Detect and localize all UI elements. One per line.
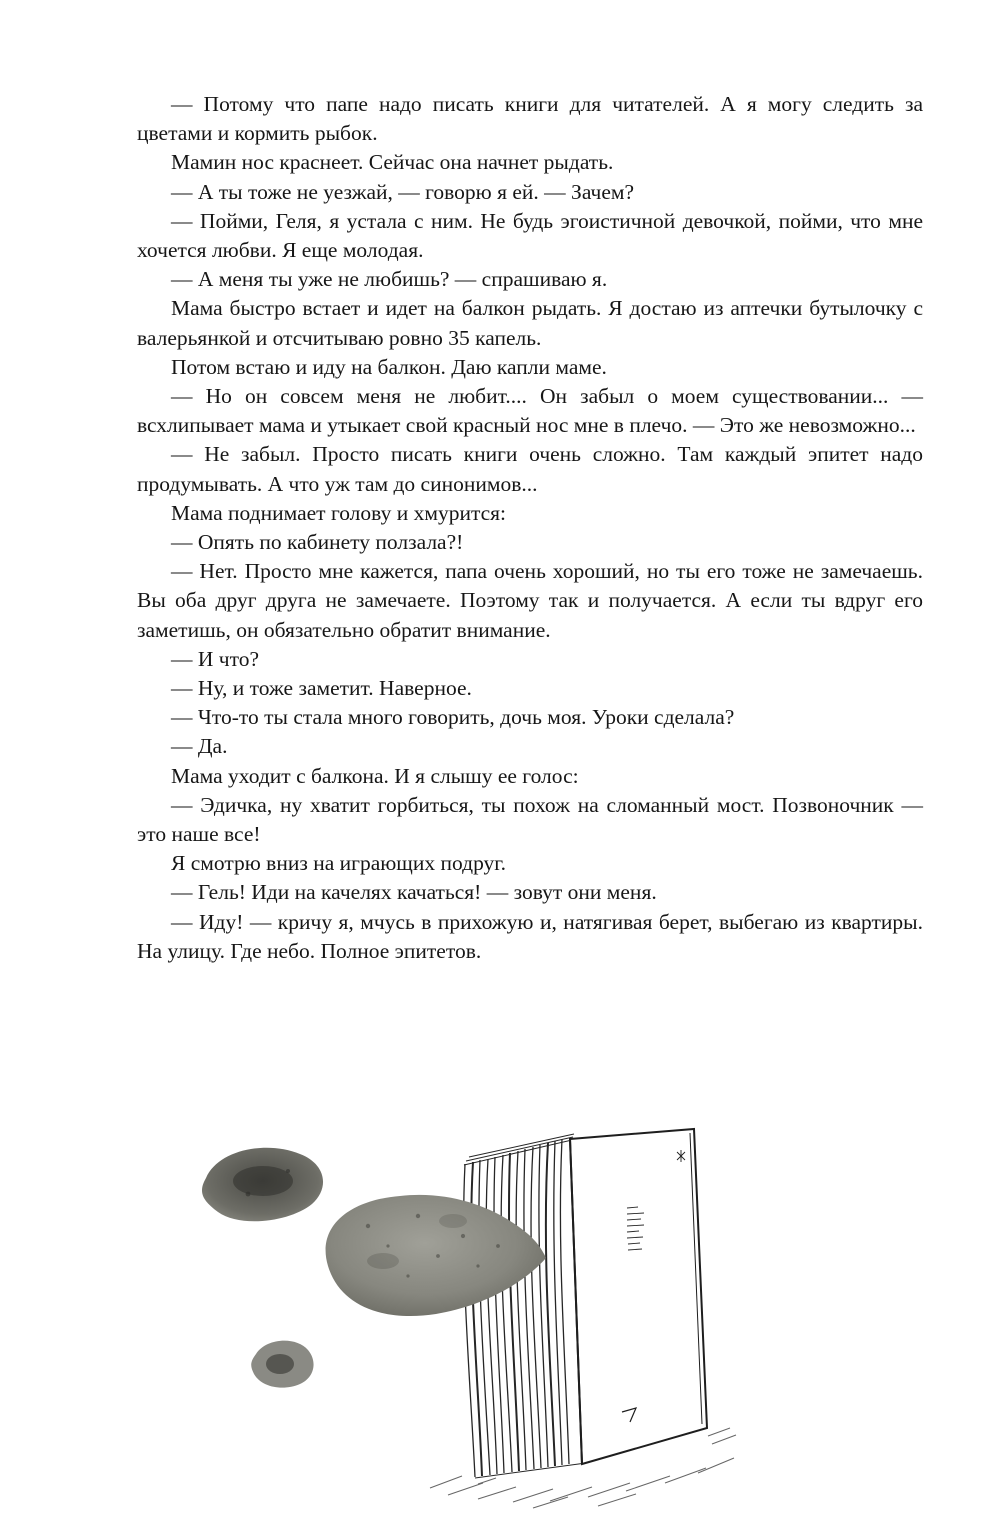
paragraph: — Потому что папе надо писать книги для читателей. А я могу следить за цветами и кормить рыбок. [137, 92, 923, 146]
paragraph: Потом встаю и иду на балкон. Даю капли маме. [171, 354, 607, 379]
ink-blot-large-icon [202, 1148, 323, 1222]
paragraph: Мамин нос краснеет. Сейчас она начнет рыдать. [171, 150, 614, 175]
paragraph: — Да. [171, 734, 228, 759]
paragraph: — Не забыл. Просто писать книги очень сложно. Там каждый эпитет надо продумывать. А что уж там до синонимов... [137, 442, 923, 496]
paragraph: — Опять по кабинету ползала?! [171, 530, 464, 555]
ink-blot-small-icon [251, 1341, 313, 1388]
text-block [137, 90, 923, 966]
paragraph: — Но он совсем меня не любит.... Он забыл о моем существовании... — всхлипывает мама и утыкает свой красный нос мне в плечо. — Это же невозможно... [137, 384, 923, 438]
illustration-book-and-fish [178, 1116, 748, 1516]
paragraph: Я смотрю вниз на играющих подруг. [171, 851, 507, 876]
book-and-fish-icon [178, 1116, 748, 1516]
paragraph: — Что-то ты стала много говорить, дочь моя. Уроки сделала? [171, 705, 735, 730]
paragraph: — Нет. Просто мне кажется, папа очень хороший, но ты его тоже не замечаешь. Вы оба друг друга не замечаете. Поэтому так и получается. А если ты вдруг его заметишь, он обязательно обратит внимание. [137, 559, 923, 642]
paragraph: — Иду! — кричу я, мчусь в прихожую и, натягивая берет, выбегаю из квартиры. На улицу. Где небо. Полное эпитетов. [137, 909, 923, 963]
paragraph: — Эдичка, ну хватит горбиться, ты похож на сломанный мост. Позвоночник — это наше все! [137, 792, 923, 847]
paragraph: Мама уходит с балкона. И я слышу ее голос: [171, 763, 579, 788]
fish-shape-icon [326, 1195, 546, 1316]
paragraph: — Пойми, Геля, я устала с ним. Не будь эгоистичной девочкой, пойми, что мне хочется любви. Я еще молодая. [137, 208, 923, 263]
paragraph: Мама поднимает голову и хмурится: [171, 500, 507, 525]
paragraph: — Гель! Иди на качелях качаться! — зовут они меня. [171, 880, 657, 905]
paragraph: — А меня ты уже не любишь? — спрашиваю я. [171, 267, 608, 292]
paragraph: — А ты тоже не уезжай, — говорю я ей. — Зачем? [171, 179, 635, 204]
paragraph: Мама быстро встает и идет на балкон рыдать. Я достаю из аптечки бутылочку с валерьянкой и отсчитываю ровно 35 капель. [137, 296, 923, 350]
paragraph: — Ну, и тоже заметит. Наверное. [171, 676, 472, 701]
paragraph: — И что? [171, 646, 259, 671]
